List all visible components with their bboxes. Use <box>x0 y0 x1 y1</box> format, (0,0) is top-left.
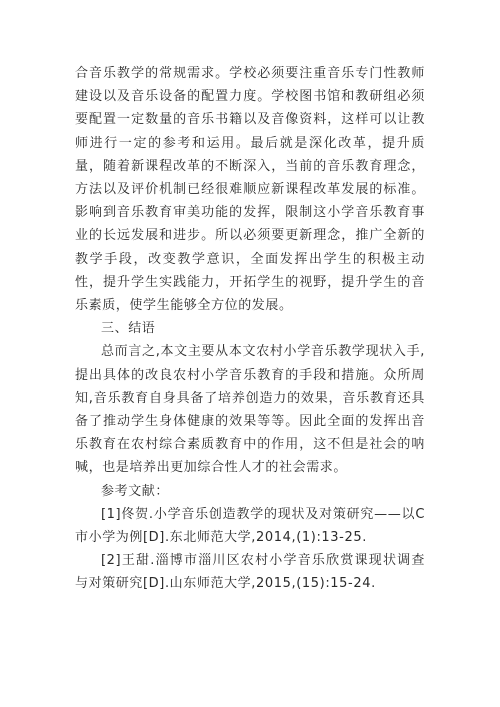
body-paragraph: 合音乐教学的常规需求。学校必须要注重音乐专门性教师建设以及音乐设备的配置力度。学校图书馆和教研组必须要配置一定数量的音乐书籍以及音像资料，这样可以让教师进行一定的参考和运用。最后就是深化改革，提升质量，随着新课程改革的不断深入，当前的音乐教育理念，方法以及评价机制已经很难顺应新课程改革发展的标准。影响到音乐教育审美功能的发挥，限制这小学音乐教育事业的长远发展和进步。所以必须要更新理念，推广全新的教学手段，改变教学意识，全面发挥出学生的积极主动性，提升学生实践能力，开拓学生的视野，提升学生的音乐素质，使学生能够全方位的发展。 <box>75 66 425 314</box>
reference-item-1: [1]佟贺.小学音乐创造教学的现状及对策研究——以C市小学为例[D].东北师范大学,2014,(1):13-25. <box>75 506 425 546</box>
document-body <box>75 62 425 596</box>
references-title: 参考文献： <box>101 483 170 499</box>
section-heading: 三、结语 <box>101 321 156 337</box>
conclusion-paragraph: 总而言之,本文主要从本文农村小学音乐教学现状入手,提出具体的改良农村小学音乐教育的手段和措施。众所周知,音乐教育自身具备了培养创造力的效果，音乐教育还具备了推动学生身体健康的效果等等。因此全面的发挥出音乐教育在农村综合素质教育中的作用，这不但是社会的呐喊，也是培养出更加综合性人才的社会需求。 <box>75 344 425 476</box>
reference-item-2: [2]王甜.淄博市淄川区农村小学音乐欣赏课现状调查与对策研究[D].山东师范大学,2015,(15):15-24. <box>75 553 425 592</box>
